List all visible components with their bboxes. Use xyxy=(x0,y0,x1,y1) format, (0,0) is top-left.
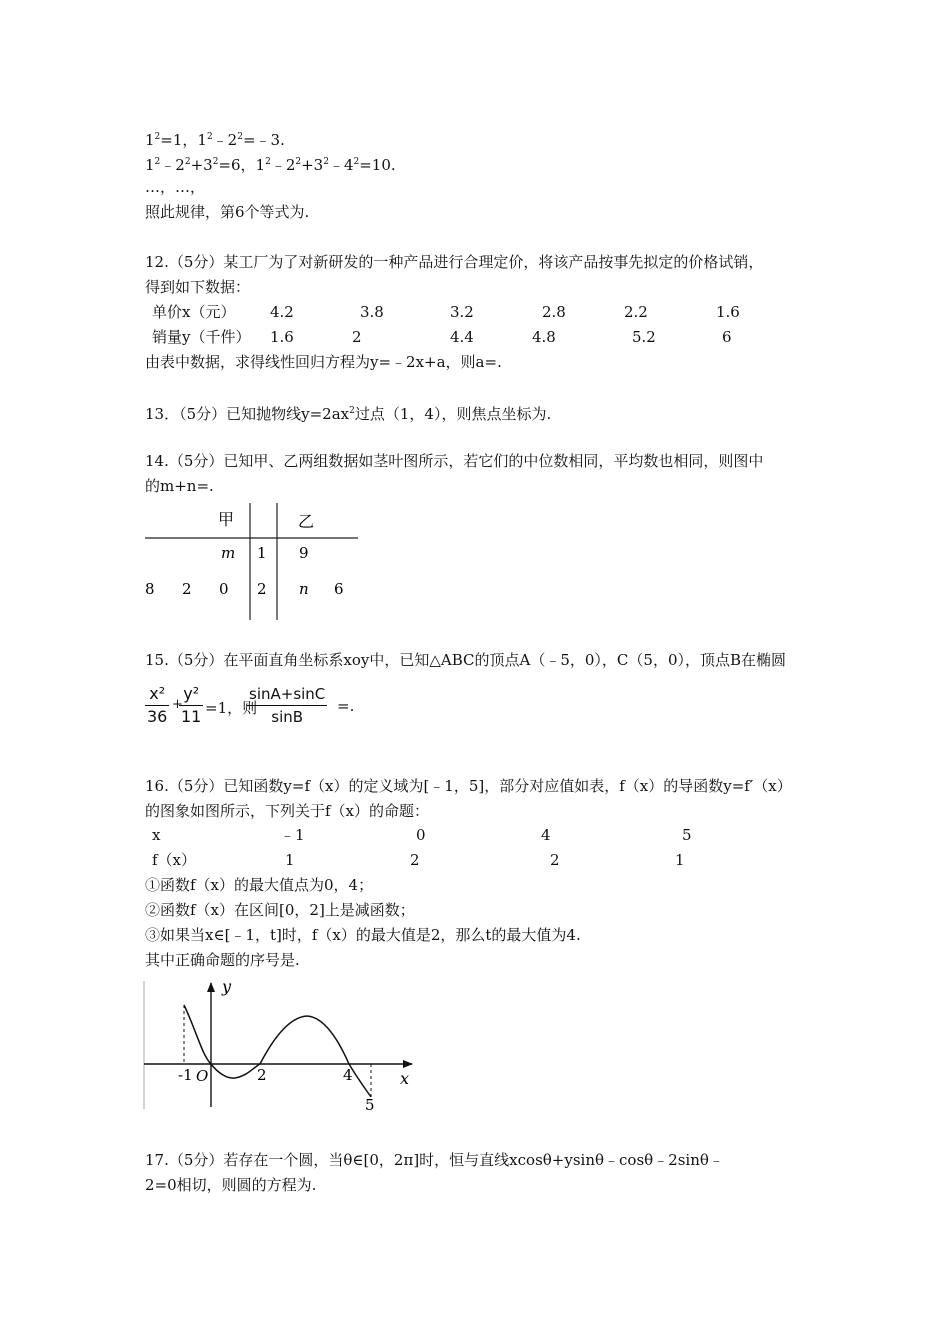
plus-sign: + xyxy=(172,697,183,712)
q16-line-2: 的图象如图所示，下列关于f（x）的命题： xyxy=(145,802,430,820)
table-cell: 1.6 xyxy=(270,328,294,346)
table-cell: 单价x（元） xyxy=(152,303,236,321)
fraction-x2-over-36 xyxy=(145,683,169,728)
q16-proposition-1: ①函数f（x）的最大值点为0，4； xyxy=(145,876,374,894)
q16-proposition-2: ②函数f（x）在区间[0，2]上是减函数； xyxy=(145,901,415,919)
table-cell: 1 xyxy=(285,851,295,869)
table-cell: 5 xyxy=(682,826,692,844)
table-cell: x xyxy=(152,826,161,844)
stem-leaf-plot xyxy=(140,500,370,625)
leaf-m: m xyxy=(221,544,236,562)
q11-line-2: $1^2﹣2^2+3^2=6$，$1^2﹣2^2+3^2﹣4^2=10$. xyxy=(145,156,396,174)
tick-label-5: 5 xyxy=(365,1096,375,1114)
origin-label: O xyxy=(196,1067,209,1085)
table-cell: 3.2 xyxy=(450,303,474,321)
table-cell: 2.2 xyxy=(624,303,648,321)
fraction-numerator: x² xyxy=(145,683,169,706)
table-cell: f（x） xyxy=(152,851,197,869)
q16-proposition-3: ③如果当x∈[﹣1，t]时，f（x）的最大值是2，那么t的最大值为4. xyxy=(145,926,581,944)
leaf-6: 6 xyxy=(334,580,344,598)
q16-line-question: 其中正确命题的序号是. xyxy=(145,951,300,969)
table-cell: 4 xyxy=(541,826,551,844)
table-cell: ﹣1 xyxy=(280,826,305,844)
stem-leaf-header-left: 甲 xyxy=(218,510,235,529)
equation-end: =. xyxy=(337,697,355,715)
leaf-9: 9 xyxy=(299,544,309,562)
q11-line-3: …，…， xyxy=(145,178,206,196)
equation-text: =1，则 xyxy=(205,699,258,717)
fraction-numerator: sinA+sinC xyxy=(247,683,327,706)
q17-line-1: 17.（5分）若存在一个圆，当θ∈[0，2π]时，恒与直线xcosθ+ysinθ﹣cosθ﹣2sinθ﹣ xyxy=(145,1151,724,1169)
tick-label-neg1: -1 xyxy=(178,1066,193,1084)
leaf-n: n xyxy=(299,580,309,598)
q17-line-2: 2=0相切，则圆的方程为. xyxy=(145,1176,317,1194)
table-cell: 1.6 xyxy=(716,303,740,321)
q11-line-1: $1^2=1$，$1^2﹣2^2=﹣3$. xyxy=(145,131,285,149)
q11-line-4: 照此规律，第6个等式为. xyxy=(145,203,310,221)
table-cell: 2 xyxy=(410,851,420,869)
fraction-sine-ratio xyxy=(247,683,327,728)
q15-line-1: 15.（5分）在平面直角坐标系xoy中，已知△ABC的顶点A（﹣5，0），C（5，0），顶点B在椭圆 xyxy=(145,651,787,669)
table-cell: 2 xyxy=(550,851,560,869)
stem-1: 1 xyxy=(257,544,267,562)
table-cell: 销量y（千件） xyxy=(152,328,251,346)
fraction-y2-over-11 xyxy=(179,683,203,728)
tick-label-4: 4 xyxy=(343,1066,353,1084)
table-cell: 4.2 xyxy=(270,303,294,321)
q15-formula xyxy=(145,683,385,733)
q12-line-3: 由表中数据，求得线性回归方程为y=﹣2x+a，则a=. xyxy=(145,353,502,371)
q12-line-1: 12.（5分）某工厂为了对新研发的一种产品进行合理定价，将该产品按事先拟定的价格试销， xyxy=(145,253,764,271)
q12-line-2: 得到如下数据： xyxy=(145,278,251,296)
stem-leaf-header-right: 乙 xyxy=(298,512,315,531)
table-cell: 1 xyxy=(675,851,685,869)
table-cell: 6 xyxy=(722,328,732,346)
q13-line: 13．（5分）已知抛物线$y=2ax^2$过点（1，4），则焦点坐标为. xyxy=(145,405,552,423)
table-cell: 3.8 xyxy=(360,303,384,321)
table-cell: 2.8 xyxy=(542,303,566,321)
table-cell: 5.2 xyxy=(632,328,656,346)
fraction-denominator: 36 xyxy=(147,707,168,726)
table-cell: 2 xyxy=(352,328,362,346)
fraction-denominator: sinB xyxy=(271,708,304,726)
leaf-2: 2 xyxy=(182,580,192,598)
derivative-graph xyxy=(140,975,430,1115)
fraction-denominator: 11 xyxy=(181,707,202,726)
table-cell: 4.4 xyxy=(450,328,474,346)
q16-line-1: 16.（5分）已知函数y=f（x）的定义域为[﹣1，5]，部分对应值如表，f（x）的导函数y=f′（x） xyxy=(145,777,792,795)
stem-2: 2 xyxy=(257,580,267,598)
table-cell: 0 xyxy=(416,826,426,844)
leaf-0: 0 xyxy=(219,580,229,598)
q14-line-2: 的m+n=. xyxy=(145,477,214,495)
table-cell: 4.8 xyxy=(532,328,556,346)
q14-line-1: 14.（5分）已知甲、乙两组数据如茎叶图所示，若它们的中位数相同，平均数也相同，则图中 xyxy=(145,452,764,470)
fraction-numerator: y² xyxy=(179,683,203,706)
leaf-8: 8 xyxy=(145,580,155,598)
y-axis-label: y xyxy=(222,977,232,996)
tick-label-2: 2 xyxy=(257,1066,267,1084)
x-axis-label: x xyxy=(400,1069,410,1088)
